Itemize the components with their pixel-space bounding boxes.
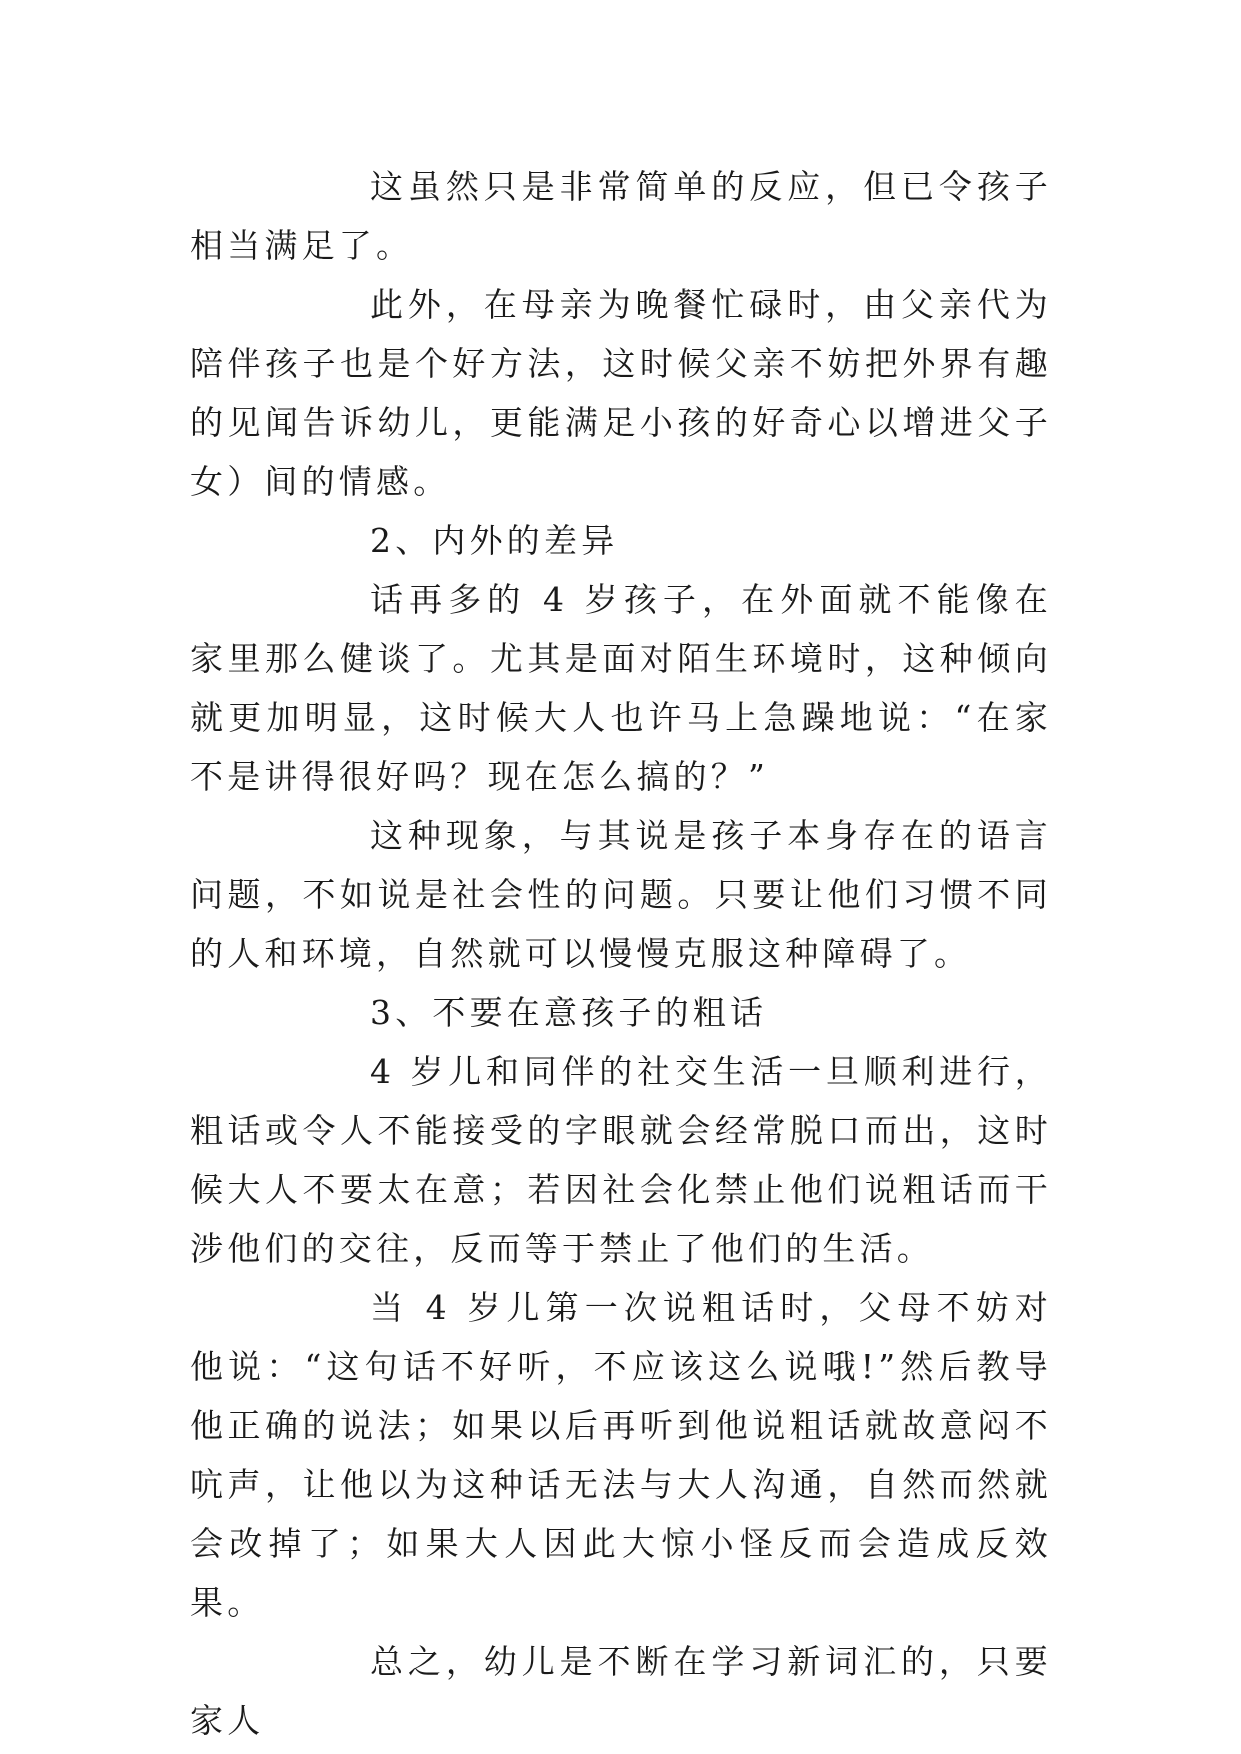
paragraph-3: 话再多的 4 岁孩子，在外面就不能像在家里那么健谈了。尤其是面对陌生环境时，这种倾向就更加明显，这时候大人也许马上急躁地说：“在家不是讲得很好吗？现在怎么搞的？” xyxy=(190,580,1052,796)
paragraph-1: 这虽然只是非常简单的反应，但已令孩子相当满足了。 xyxy=(190,167,1052,265)
document-body xyxy=(190,157,1052,1750)
paragraph-7: 总之，幼儿是不断在学习新词汇的，只要家人 xyxy=(190,1642,1052,1740)
section-heading-2: 2、内外的差异 xyxy=(370,521,619,560)
paragraph-6: 当 4 岁儿第一次说粗话时，父母不妨对他说：“这句话不好听，不应该这么说哦!”然后教导他正确的说法；如果以后再听到他说粗话就故意闷不吭声，让他以为这种话无法与大人沟通，自然而然就会改掉了；如果大人因此大惊小怪反而会造成反效果。 xyxy=(190,1288,1052,1622)
paragraph-5: 4 岁儿和同伴的社交生活一旦顺利进行，粗话或令人不能接受的字眼就会经常脱口而出，这时候大人不要太在意；若因社会化禁止他们说粗话而干涉他们的交往，反而等于禁止了他们的生活。 xyxy=(190,1052,1052,1268)
section-heading-3: 3、不要在意孩子的粗话 xyxy=(370,993,768,1032)
paragraph-2: 此外，在母亲为晚餐忙碌时，由父亲代为陪伴孩子也是个好方法，这时候父亲不妨把外界有趣的见闻告诉幼儿，更能满足小孩的好奇心以增进父子女）间的情感。 xyxy=(190,285,1052,501)
paragraph-4: 这种现象，与其说是孩子本身存在的语言问题，不如说是社会性的问题。只要让他们习惯不同的人和环境，自然就可以慢慢克服这种障碍了。 xyxy=(190,816,1052,973)
